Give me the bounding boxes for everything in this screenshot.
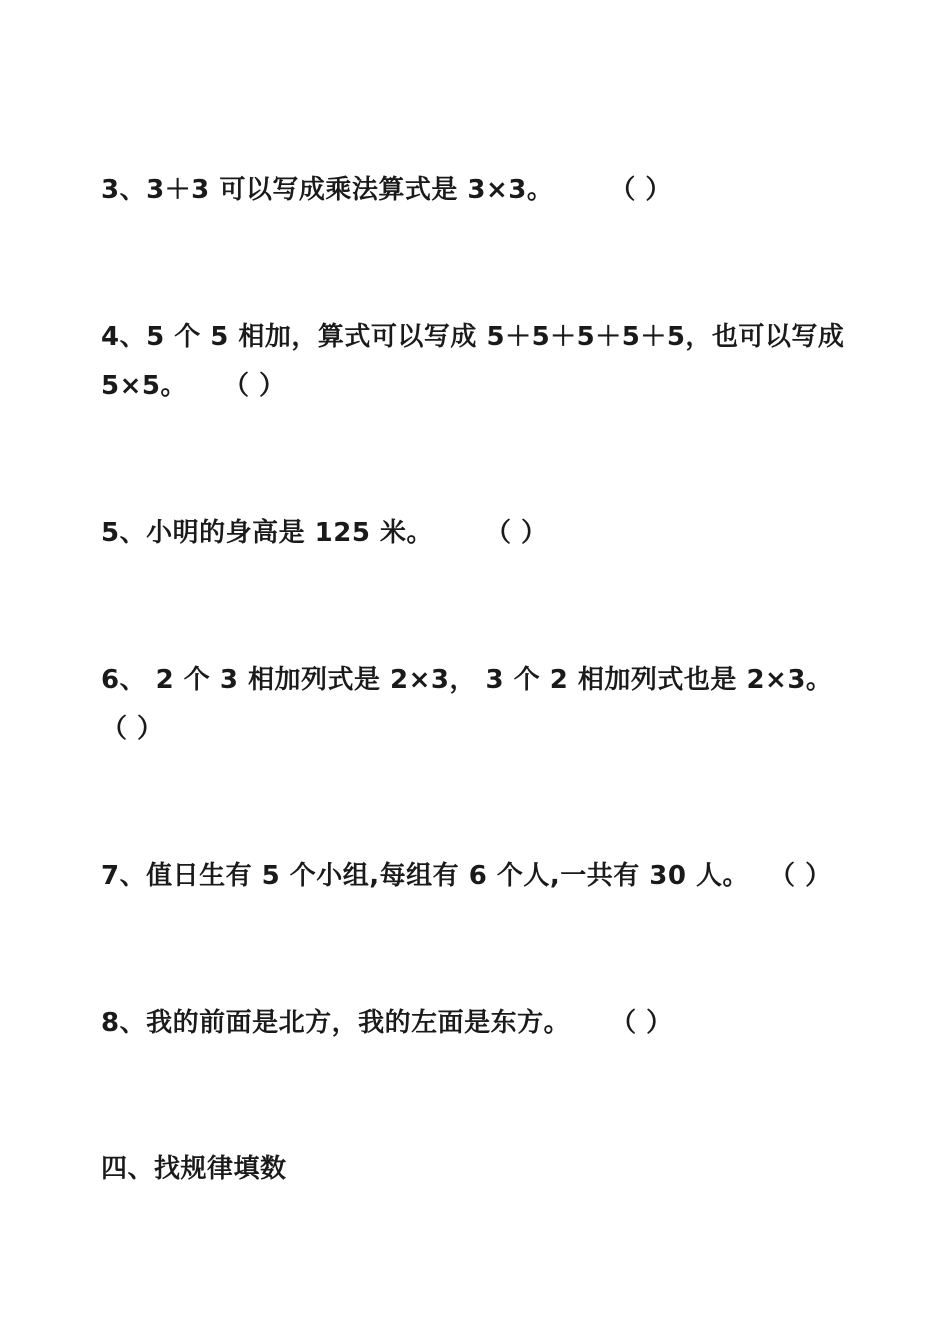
question-4-text: 4、5 个 5 相加，算式可以写成 5＋5＋5＋5＋5，也可以写成 <box>101 322 845 352</box>
question-8 <box>101 999 673 1047</box>
question-7-text: 7、值日生有 5 个小组,每组有 6 个人,一共有 30 人。 <box>101 861 750 891</box>
question-6-line-2 <box>101 705 164 753</box>
question-6-answer-blank[interactable]: （ ） <box>101 714 164 744</box>
question-6-line-1 <box>101 656 832 704</box>
question-5-answer-blank[interactable]: （ ） <box>484 518 548 548</box>
section-heading <box>101 1145 287 1193</box>
section-heading-text: 四、找规律填数 <box>101 1154 287 1184</box>
question-3-text: 3、3＋3 可以写成乘法算式是 3×3。 <box>101 175 554 205</box>
question-5-text: 5、小明的身高是 125 米。 <box>101 518 433 548</box>
question-8-answer-blank[interactable]: （ ） <box>610 1008 673 1038</box>
question-4-text-continued: 5×5。 <box>101 371 187 401</box>
question-5 <box>101 509 548 557</box>
question-3-answer-blank[interactable]: （ ） <box>609 175 672 205</box>
question-7 <box>101 852 832 900</box>
question-8-text: 8、我的前面是北方，我的左面是东方。 <box>101 1008 571 1038</box>
question-7-answer-blank[interactable]: （ ） <box>769 861 832 891</box>
question-6-text: 6、 2 个 3 相加列式是 2×3， 3 个 2 相加列式也是 2×3。 <box>101 665 833 695</box>
question-4-line-2 <box>101 362 286 410</box>
question-4-line-1 <box>101 313 844 361</box>
question-4-answer-blank[interactable]: （ ） <box>222 371 286 401</box>
question-3 <box>101 166 672 214</box>
